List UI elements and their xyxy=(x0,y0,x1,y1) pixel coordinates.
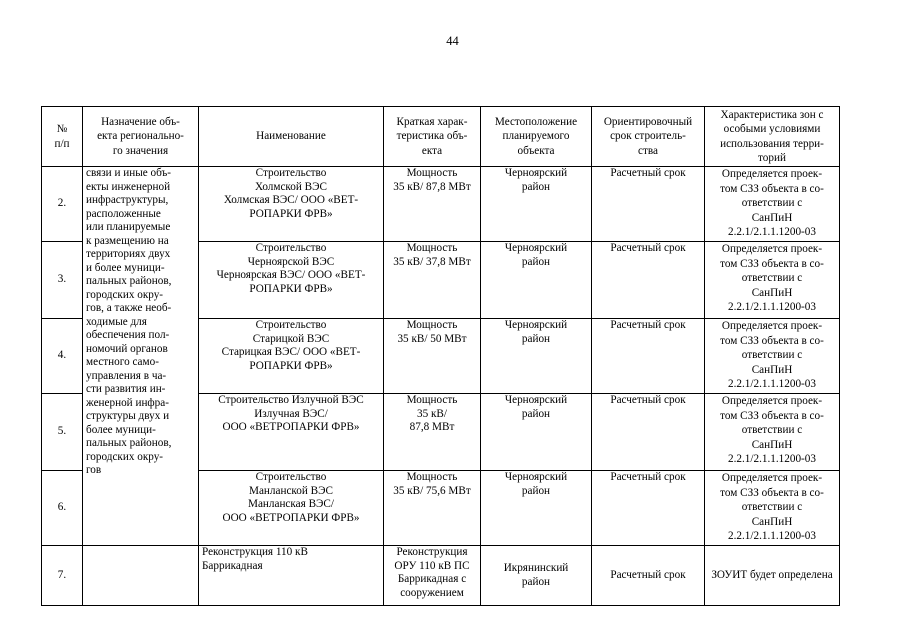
object-name: Строительство Старицкой ВЭС Старицкая ВЭС/ ООО «ВЕТ- РОПАРКИ ФРВ» xyxy=(199,319,384,394)
row-number: 5. xyxy=(42,394,83,471)
zone-characteristics: ЗОУИТ будет определена xyxy=(705,546,840,606)
object-brief: Мощность 35 кВ/ 37,8 МВт xyxy=(384,242,481,319)
object-name: Строительство Излучной ВЭС Излучная ВЭС/ ООО «ВЕТРОПАРКИ ФРВ» xyxy=(199,394,384,471)
construction-term: Расчетный срок xyxy=(592,319,705,394)
object-brief: Мощность 35 кВ/ 75,6 МВт xyxy=(384,471,481,546)
zone-characteristics: Определяется проек- том СЗЗ объекта в со- ответствии с СанПиН 2.2.1/2.1.1.1200-03 xyxy=(705,319,840,394)
zone-characteristics: Определяется проек- том СЗЗ объекта в со- ответствии с СанПиН 2.2.1/2.1.1.1200-03 xyxy=(705,242,840,319)
header-brief: Краткая харак- теристика объ- екта xyxy=(384,107,481,167)
header-purpose: Назначение объ- екта регионально- го значения xyxy=(83,107,199,167)
object-brief: Мощность 35 кВ/ 87,8 МВт xyxy=(384,167,481,242)
table-row xyxy=(42,546,840,606)
object-location: Черноярский район xyxy=(481,471,592,546)
object-location: Черноярский район xyxy=(481,394,592,471)
zone-characteristics: Определяется проек- том СЗЗ объекта в со- ответствии с СанПиН 2.2.1/2.1.1.1200-03 xyxy=(705,471,840,546)
zone-characteristics: Определяется проек- том СЗЗ объекта в со- ответствии с СанПиН 2.2.1/2.1.1.1200-03 xyxy=(705,167,840,242)
object-location: Икрянинский район xyxy=(481,546,592,606)
object-name: Строительство Черноярской ВЭС Черноярская ВЭС/ ООО «ВЕТ- РОПАРКИ ФРВ» xyxy=(199,242,384,319)
purpose-cell-empty xyxy=(83,546,199,606)
header-zones: Характеристика зон с особыми условиями использования терри- торий xyxy=(705,107,840,167)
row-number: 2. xyxy=(42,167,83,242)
planned-objects-table xyxy=(41,106,840,606)
row-number: 7. xyxy=(42,546,83,606)
object-location: Черноярский район xyxy=(481,167,592,242)
header-term: Ориентировочный срок строитель- ства xyxy=(592,107,705,167)
header-location: Местоположение планируемого объекта xyxy=(481,107,592,167)
row-number: 6. xyxy=(42,471,83,546)
construction-term: Расчетный срок xyxy=(592,242,705,319)
header-num: № п/п xyxy=(42,107,83,167)
construction-term: Расчетный срок xyxy=(592,546,705,606)
header-name: Наименование xyxy=(199,107,384,167)
construction-term: Расчетный срок xyxy=(592,394,705,471)
object-brief: Мощность 35 кВ/ 87,8 МВт xyxy=(384,394,481,471)
object-brief: Реконструкция ОРУ 110 кВ ПС Баррикадная с сооружением xyxy=(384,546,481,606)
row-number: 4. xyxy=(42,319,83,394)
construction-term: Расчетный срок xyxy=(592,167,705,242)
row-number: 3. xyxy=(42,242,83,319)
table-row xyxy=(42,167,840,242)
object-name: Строительство Манланской ВЭС Манланская ВЭС/ ООО «ВЕТРОПАРКИ ФРВ» xyxy=(199,471,384,546)
construction-term: Расчетный срок xyxy=(592,471,705,546)
page-number: 44 xyxy=(446,34,459,48)
object-brief: Мощность 35 кВ/ 50 МВт xyxy=(384,319,481,394)
header-row xyxy=(42,107,840,167)
object-name: Строительство Холмской ВЭС Холмская ВЭС/ ООО «ВЕТ- РОПАРКИ ФРВ» xyxy=(199,167,384,242)
zone-characteristics: Определяется проек- том СЗЗ объекта в со- ответствии с СанПиН 2.2.1/2.1.1.1200-03 xyxy=(705,394,840,471)
purpose-cell: связи и иные объ- екты инженерной инфраструктуры, расположенные или планируемые к размещению на территориях двух и более муници- пальных районов, городских окру- гов, а также необ- ходимые для обеспечения пол- номочий органов местного само- управления в ча- сти развития ин- женерной инфра- структуры двух и более муници- пальных районов, городских окру- гов xyxy=(83,167,199,546)
object-location: Черноярский район xyxy=(481,242,592,319)
object-name: Реконструкция 110 кВ Баррикадная xyxy=(199,546,384,606)
object-location: Черноярский район xyxy=(481,319,592,394)
